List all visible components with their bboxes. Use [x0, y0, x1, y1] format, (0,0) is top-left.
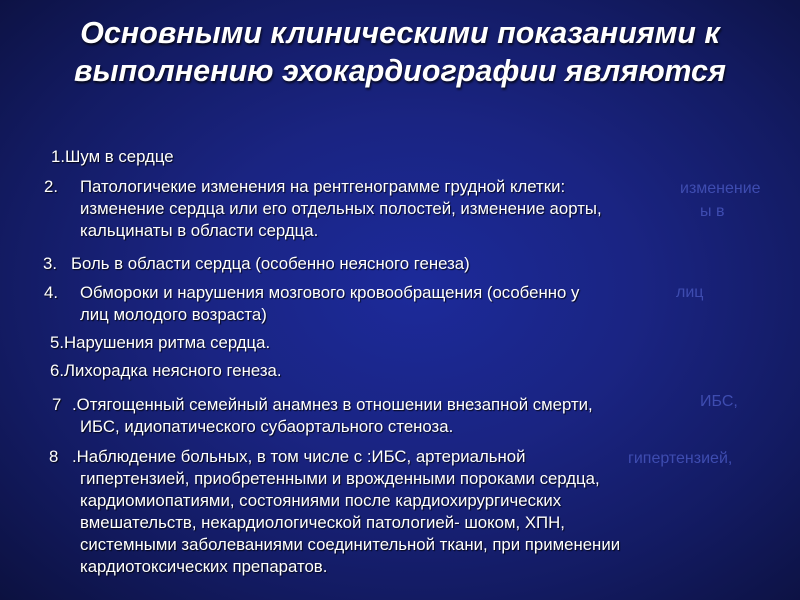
list-item-number: 6.: [50, 361, 64, 380]
list-item-number: 5.: [50, 333, 64, 352]
list-item-number: 2.: [44, 177, 58, 196]
ghost-text-3: лиц: [676, 284, 704, 301]
list-item-line: лиц молодого возраста): [80, 305, 267, 324]
ghost-text-1: изменение: [680, 180, 761, 197]
ghost-text-4: ИБС,: [700, 393, 738, 410]
ghost-text-5: гипертензией,: [628, 450, 733, 467]
list-item-number: 3.: [43, 254, 57, 273]
list-item-line: изменение сердца или его отдельных полостей, изменение аорты,: [80, 199, 602, 218]
list-item-text: Лихорадка неясного генеза.: [64, 361, 282, 380]
list-item-line: гипертензией, приобретенными и врожденными пороками сердца,: [80, 469, 600, 488]
list-item-line: ИБС, идиопатического субаортального стеноза.: [80, 417, 454, 436]
list-item-line: .Отягощенный семейный анамнез в отношении внезапной смерти,: [72, 395, 593, 414]
slide-title-line-2: выполнению эхокардиографии являются: [74, 54, 726, 88]
list-item-line: Патологичекие изменения на рентгенограмме грудной клетки:: [80, 177, 566, 196]
list-item-1: [51, 146, 174, 168]
list-item-line: вмешательств, некардиологической патологией- шоком, ХПН,: [80, 513, 565, 532]
list-item-line: Боль в области сердца (особенно неясного генеза): [71, 254, 470, 273]
list-item-number: 4.: [44, 283, 58, 302]
list-item-text: Нарушения ритма сердца.: [64, 333, 271, 352]
slide-title: [0, 14, 800, 90]
list-item-number: 7: [52, 395, 62, 414]
ghost-text-2: ы в: [700, 203, 725, 220]
list-item-5: [50, 332, 270, 354]
list-item-line: кальцинаты в области сердца.: [80, 221, 319, 240]
list-item-line: Обмороки и нарушения мозгового кровообращения (особенно у: [80, 283, 580, 302]
list-item-number: 8: [49, 447, 59, 466]
list-item-text: Шум в сердце: [65, 147, 174, 166]
list-item-number: 1.: [51, 147, 65, 166]
list-item-line: кардиомиопатиями, состояниями после кардиохирургических: [80, 491, 562, 510]
list-item-line: кардиотоксических препаратов.: [80, 557, 328, 576]
list-item-line: системными заболеваниями соединительной ткани, при применении: [80, 535, 621, 554]
slide-title-line-1: Основными клиническими показаниями к: [80, 16, 720, 50]
list-item-6: [50, 360, 282, 382]
list-item-line: .Наблюдение больных, в том числе с :ИБС, артериальной: [72, 447, 526, 466]
